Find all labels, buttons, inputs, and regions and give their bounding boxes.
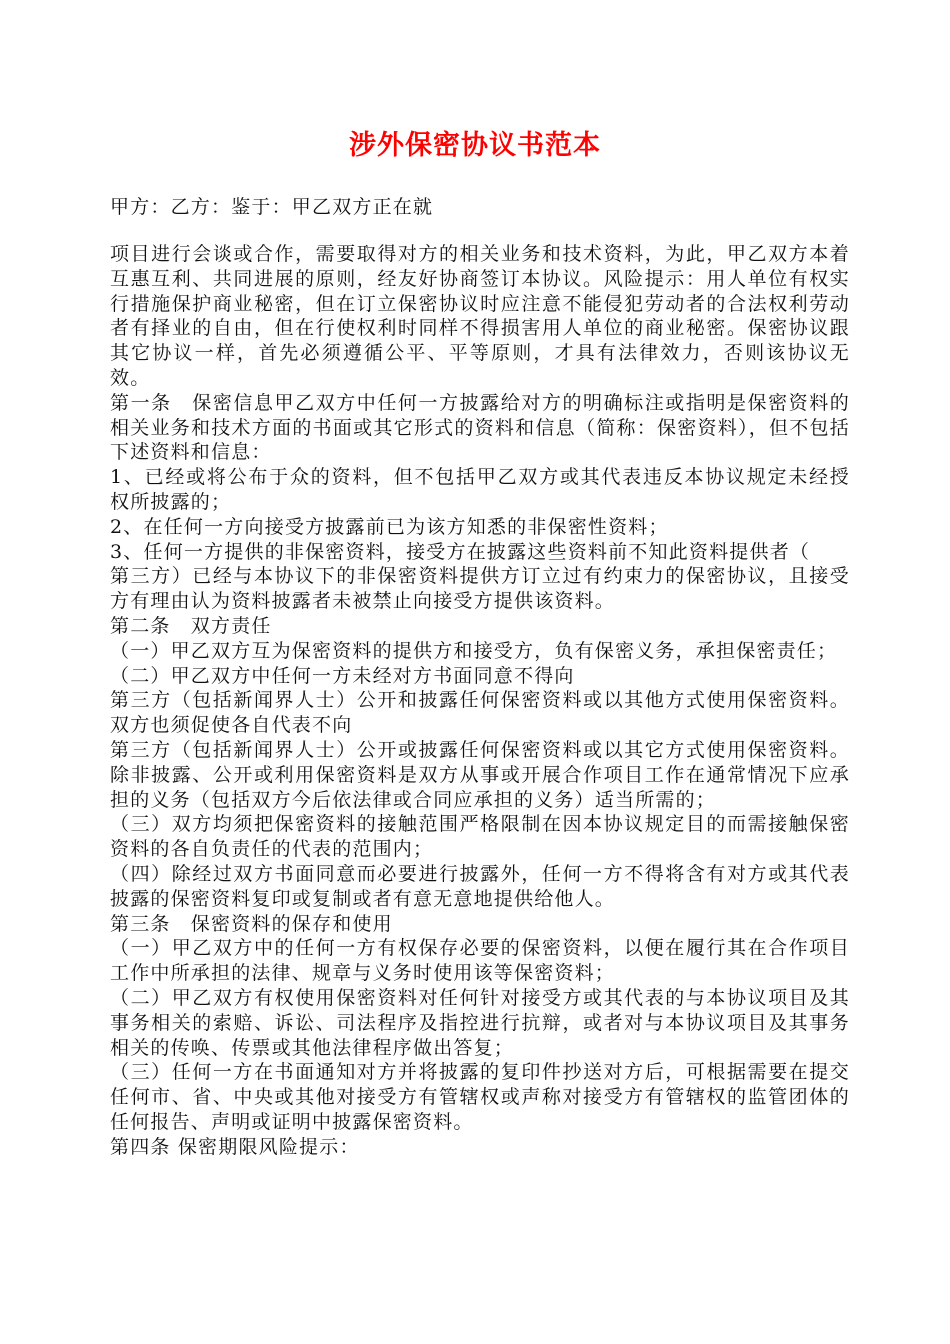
- paragraph: 第三方）已经与本协议下的非保密资料提供方订立过有约束力的保密协议，且接受方有理由认为资料披露者未被禁止向接受方提供该资料。: [110, 565, 850, 613]
- paragraph: 第一条 保密信息甲乙双方中任何一方披露给对方的明确标注或指明是保密资料的相关业务和技术方面的书面或其它形式的资料和信息（简称：保密资料），但不包括下述资料和信息：: [110, 391, 850, 464]
- paragraph: 项目进行会谈或合作，需要取得对方的相关业务和技术资料，为此，甲乙双方本着互惠互利、共同进展的原则，经友好协商签订本协议。风险提示：用人单位有权实行措施保护商业秘密，但在订立保密协议时应注意不能侵犯劳动者的合法权利劳动者有择业的自由，但在行使权利时同样不得损害用人单位的商业秘密。保密协议跟其它协议一样，首先必须遵循公平、平等原则，才具有法律效力，否则该协议无效。: [110, 243, 850, 389]
- document-body: [110, 242, 850, 1159]
- paragraph: （三）任何一方在书面通知对方并将披露的复印件抄送对方后，可根据需要在提交任何市、省、中央或其他对接受方有管辖权或声称对接受方有管辖权的监管团体的任何报告、声明或证明中披露保密资料。: [110, 1061, 850, 1133]
- paragraph: 第三方（包括新闻界人士）公开和披露任何保密资料或以其他方式使用保密资料。双方也须促使各自代表不向: [110, 689, 850, 737]
- paragraph: 2、在任何一方向接受方披露前已为该方知悉的非保密性资料；: [110, 515, 669, 538]
- paragraph: 第三方（包括新闻界人士）公开或披露任何保密资料或以其它方式使用保密资料。除非披露、公开或利用保密资料是双方从事或开展合作项目工作在通常情况下应承担的义务（包括双方今后依法律或合同应承担的义务）适当所需的；: [110, 738, 850, 811]
- section-heading: 第二条 双方责任: [110, 614, 272, 637]
- intro-line: 甲方：乙方：鉴于：甲乙双方正在就: [110, 196, 434, 218]
- paragraph: 1、已经或将公布于众的资料，但不包括甲乙双方或其代表违反本协议规定未经授权所披露的；: [110, 466, 850, 513]
- paragraph: 3、任何一方提供的非保密资料，接受方在披露这些资料前不知此资料提供者（: [110, 540, 811, 563]
- paragraph: （二）甲乙双方中任何一方未经对方书面同意不得向: [110, 664, 575, 687]
- section-heading: 第四条 保密期限风险提示：: [110, 1135, 360, 1158]
- paragraph: （四）除经过双方书面同意而必要进行披露外，任何一方不得将含有对方或其代表披露的保密资料复印或复制或者有意无意地提供给他人。: [110, 862, 850, 910]
- paragraph: （一）甲乙双方中的任何一方有权保存必要的保密资料，以便在履行其在合作项目工作中所承担的法律、规章与义务时使用该等保密资料；: [110, 937, 850, 985]
- section-heading: 第三条 保密资料的保存和使用: [110, 912, 393, 935]
- document-title: 涉外保密协议书范本: [349, 130, 601, 161]
- paragraph: （一）甲乙双方互为保密资料的提供方和接受方，负有保密义务，承担保密责任；: [110, 639, 838, 662]
- paragraph: （二）甲乙双方有权使用保密资料对任何针对接受方或其代表的与本协议项目及其事务相关的索赔、诉讼、司法程序及指控进行抗辩，或者对与本协议项目及其事务相关的传唤、传票或其他法律程序做出答复；: [110, 986, 850, 1059]
- paragraph: （三）双方均须把保密资料的接触范围严格限制在因本协议规定目的而需接触保密资料的各自负责任的代表的范围内；: [110, 813, 850, 861]
